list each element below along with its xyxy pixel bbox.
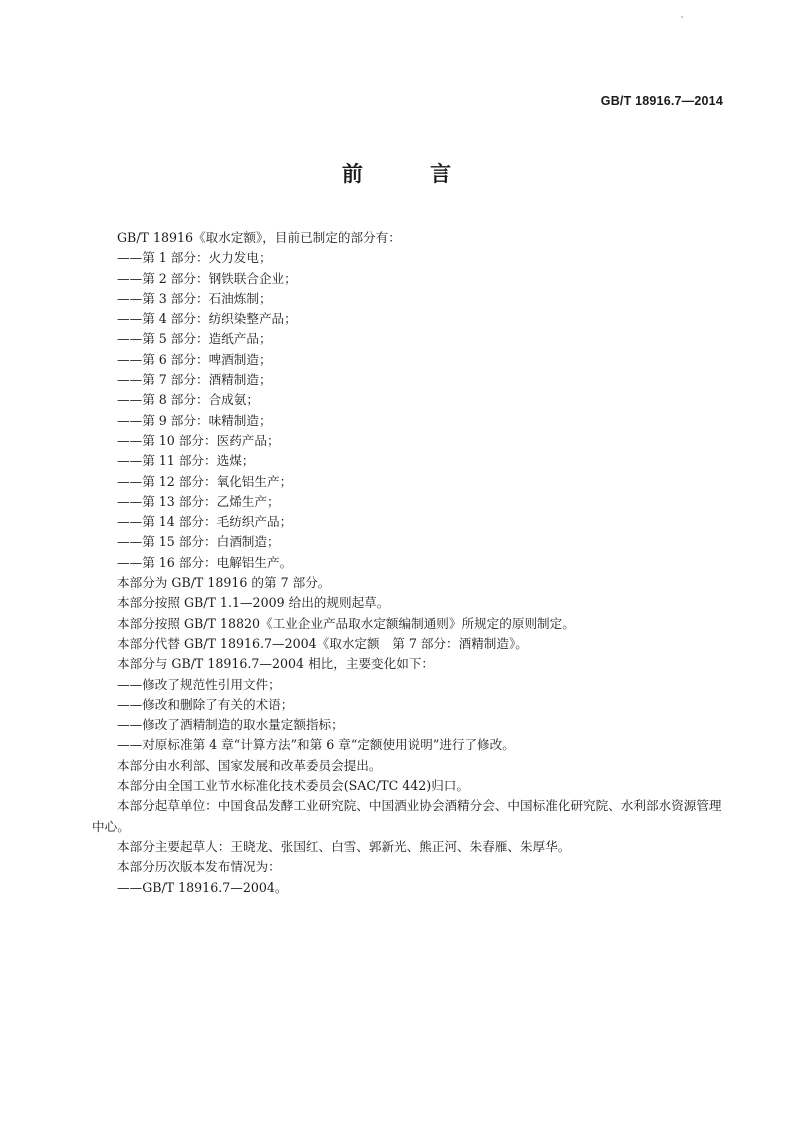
list-item: ——修改了酒精制造的取水量定额指标； — [117, 717, 344, 733]
list-item: ——第 13 部分：乙烯生产； — [117, 493, 280, 509]
replaces-paragraph: 本部分代替 GB/T 18916.7—2004《取水定额 第 7 部分：酒精制造》。 — [117, 635, 528, 651]
list-item: ——第 7 部分：酒精制造； — [117, 372, 272, 388]
drafting-rules-paragraph: 本部分按照 GB/T 1.1—2009 给出的规则起草。 — [117, 595, 390, 611]
foreword-body — [92, 228, 732, 898]
list-item: ——第 16 部分：电解铝生产。 — [117, 554, 293, 570]
list-item: ——第 8 部分：合成氨； — [117, 392, 259, 408]
jurisdiction-paragraph: 本部分由全国工业节水标准化技术委员会(SAC/TC 442)归口。 — [117, 778, 469, 794]
changes-intro-paragraph: 本部分与 GB/T 18916.7—2004 相比，主要变化如下： — [117, 656, 435, 672]
list-item: ——对原标准第 4 章“计算方法”和第 6 章“定额使用说明”进行了修改。 — [117, 737, 515, 753]
standard-code: GB/T 18916.7—2014 — [600, 94, 723, 108]
list-item: ——第 12 部分：氧化铝生产； — [117, 473, 293, 489]
part-of-paragraph: 本部分为 GB/T 18916 的第 7 部分。 — [117, 575, 331, 591]
list-item: ——修改和删除了有关的术语； — [117, 696, 294, 712]
list-item: ——第 1 部分：火力发电； — [117, 250, 272, 266]
history-intro-paragraph: 本部分历次版本发布情况为： — [117, 859, 281, 875]
scan-speck — [681, 16, 683, 18]
list-item: ——第 10 部分：医药产品； — [117, 432, 280, 448]
changes-list — [92, 675, 732, 756]
list-item: ——第 5 部分：造纸产品； — [117, 331, 272, 347]
list-item: ——第 2 部分：钢铁联合企业； — [117, 270, 297, 286]
parts-list — [92, 248, 732, 573]
list-item: ——第 6 部分：啤酒制造； — [117, 351, 272, 367]
list-item: ——第 15 部分：白酒制造； — [117, 534, 280, 550]
page-title: 前 言 — [341, 162, 482, 186]
list-item: ——GB/T 18916.7—2004。 — [117, 879, 288, 895]
drafting-units-paragraph: 本部分起草单位：中国食品发酵工业研究院、中国酒业协会酒精分会、中国标准化研究院、水利部水资源管理中心。 — [92, 798, 722, 834]
list-item: ——第 14 部分：毛纺织产品； — [117, 514, 293, 530]
proposed-paragraph: 本部分由水利部、国家发展和改革委员会提出。 — [117, 757, 382, 773]
history-list — [92, 878, 732, 898]
list-item: ——第 3 部分：石油炼制； — [117, 290, 272, 306]
list-item: ——第 11 部分：选煤； — [117, 453, 255, 469]
list-item: ——第 4 部分：纺织染整产品； — [117, 311, 297, 327]
principles-paragraph: 本部分按照 GB/T 18820《工业企业产品取水定额编制通则》所规定的原则制定。 — [117, 615, 575, 631]
list-item: ——第 9 部分：味精制造； — [117, 412, 272, 428]
drafters-paragraph: 本部分主要起草人：王晓龙、张国红、白雪、郭新光、熊正河、朱春雁、朱厚华。 — [117, 838, 571, 854]
list-item: ——修改了规范性引用文件； — [117, 676, 281, 692]
intro-paragraph: GB/T 18916《取水定额》，目前已制定的部分有： — [117, 230, 401, 245]
